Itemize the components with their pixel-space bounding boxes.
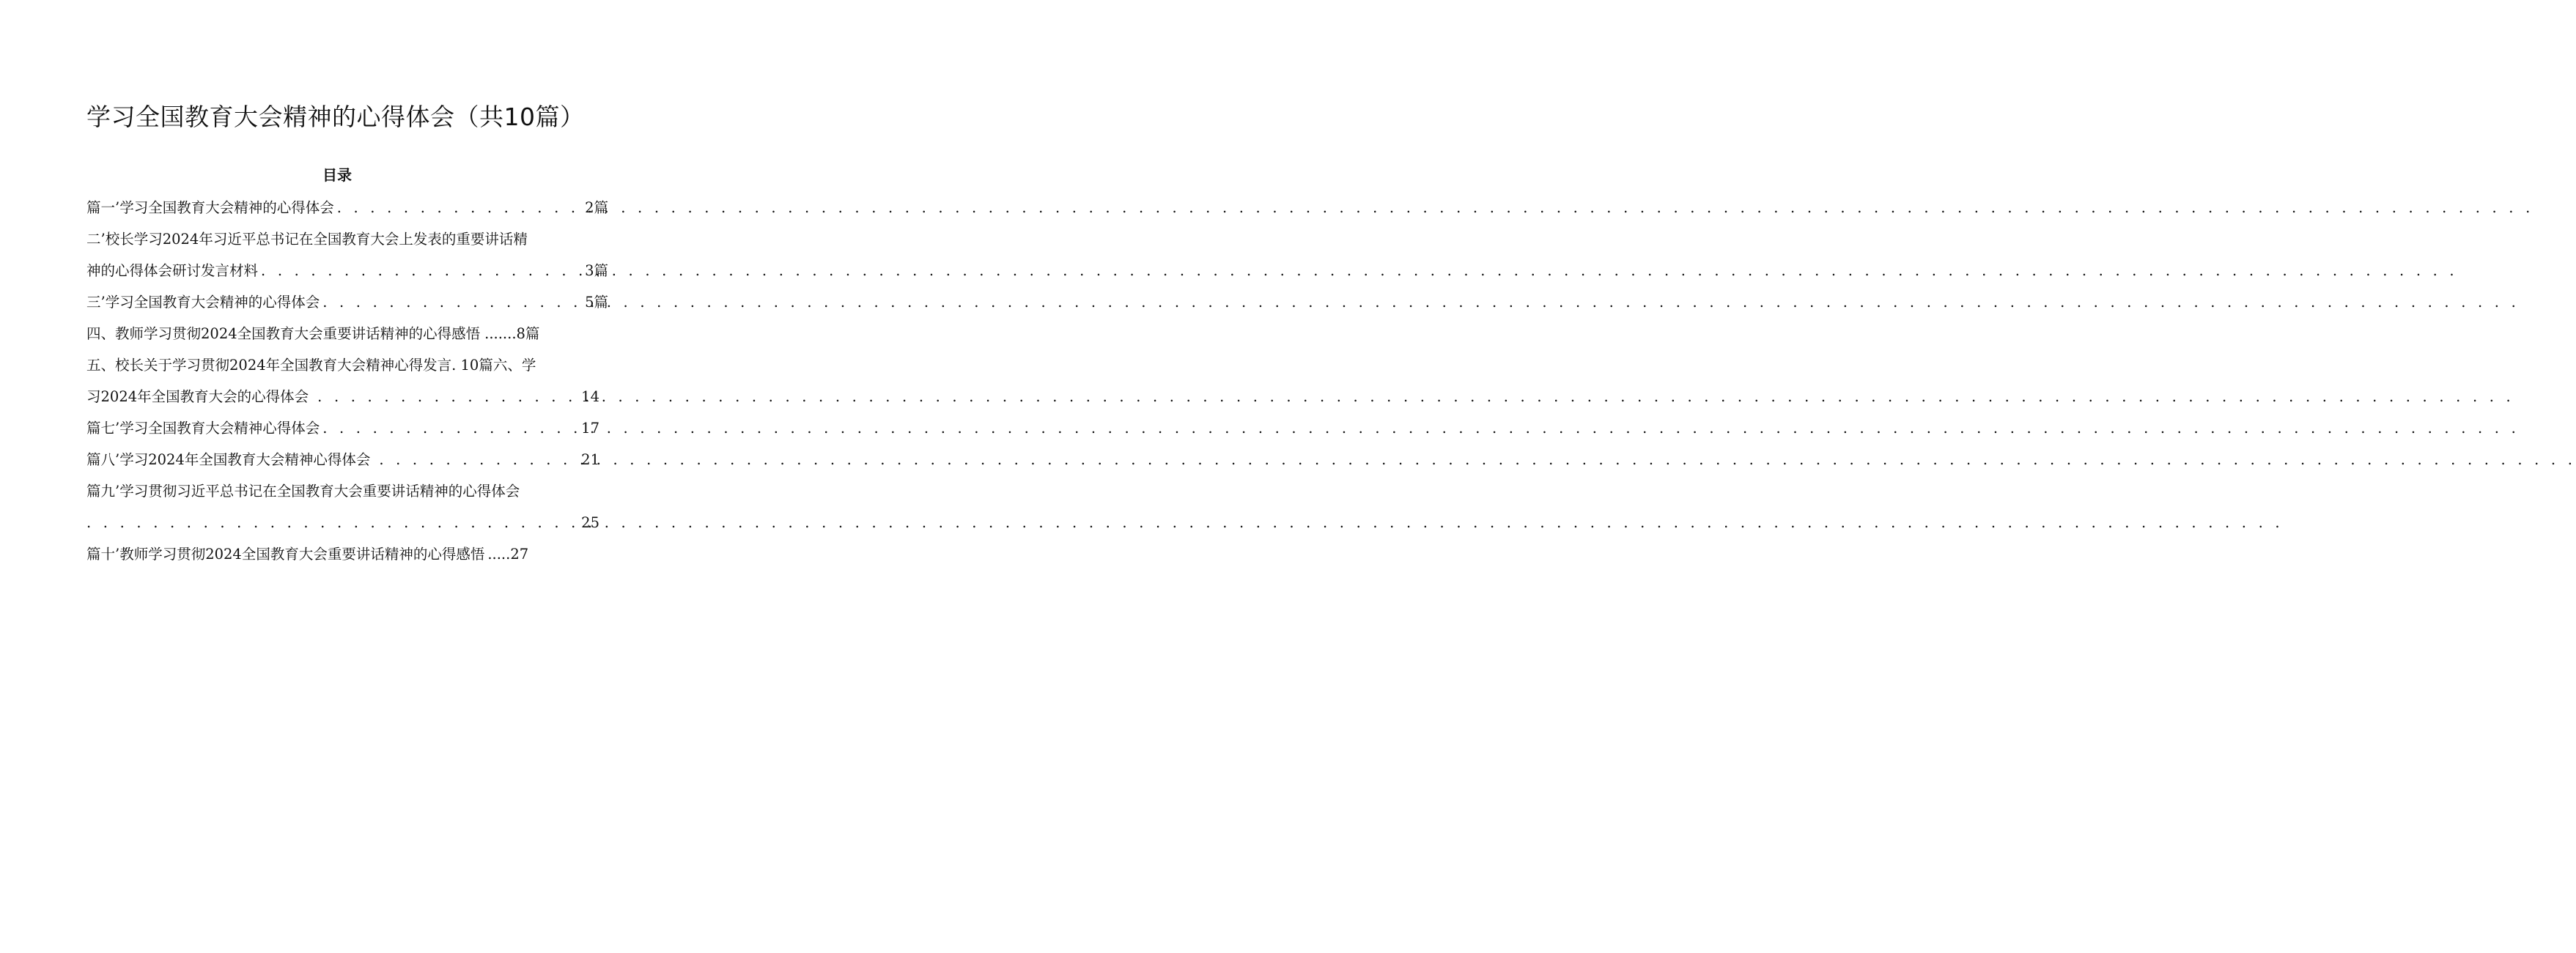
toc-page-number: 25 bbox=[581, 514, 599, 531]
toc-entry-title: 五、校长关于学习贯彻2024年全国教育大会精神心得发言. 10篇六、学 bbox=[86, 357, 536, 374]
toc-entry-title: 神的心得体会研讨发言材料 bbox=[86, 262, 259, 279]
toc-dot-leader bbox=[86, 508, 581, 538]
document-title: 学习全国教育大会精神的心得体会（共10篇） bbox=[86, 103, 585, 131]
toc-dot-leader bbox=[334, 193, 585, 223]
toc-entry-title: 三’学习全国教育大会精神的心得体会 bbox=[86, 294, 320, 311]
toc-entry-title: 四、教师学习贯彻2024全国教育大会重要讲话精神的心得感悟 bbox=[86, 325, 481, 342]
toc-entry-title: 习2024年全国教育大会的心得体会 bbox=[86, 388, 309, 405]
toc-entry-title: 篇八’学习2024年全国教育大会精神心得体会 bbox=[86, 451, 371, 468]
toc-page-number: 2篇 bbox=[585, 199, 608, 216]
toc-page-number: 21 bbox=[581, 451, 599, 468]
toc-entry-6[interactable] bbox=[86, 382, 608, 412]
toc-entry-title: 篇九’学习贯彻习近平总书记在全国教育大会重要讲话精神的心得体会 bbox=[86, 483, 520, 500]
toc-dot-leader bbox=[320, 414, 581, 443]
toc-entry-8[interactable] bbox=[86, 445, 608, 475]
toc-page-number: .....27 bbox=[487, 546, 529, 563]
toc-entry-4[interactable] bbox=[86, 319, 608, 349]
toc-page-number: 3篇 bbox=[585, 262, 608, 279]
toc-entry-9-line-1[interactable] bbox=[86, 477, 608, 506]
toc-dot-leader bbox=[309, 382, 581, 412]
toc-entry-title: 篇十’教师学习贯彻2024全国教育大会重要讲话精神的心得感悟 bbox=[86, 546, 485, 563]
toc-page-number: .......8篇 bbox=[484, 325, 540, 342]
toc-entry-10[interactable] bbox=[86, 540, 608, 569]
toc-entry-1[interactable] bbox=[86, 193, 608, 223]
toc-dot-leader bbox=[320, 288, 585, 317]
toc-entry-2-line-1[interactable] bbox=[86, 225, 608, 254]
toc-entry-title: 篇七’学习全国教育大会精神心得体会 bbox=[86, 420, 320, 437]
toc-entry-9-line-2[interactable] bbox=[86, 508, 608, 538]
toc-page-number: 17 bbox=[581, 420, 599, 437]
toc-dot-leader bbox=[258, 256, 585, 286]
toc-entry-7[interactable] bbox=[86, 414, 608, 443]
toc-page-number: 14 bbox=[581, 388, 599, 405]
toc-heading: 目录 bbox=[322, 166, 352, 184]
toc-dot-leader bbox=[370, 445, 581, 475]
toc-entry-title: 篇一’学习全国教育大会精神的心得体会 bbox=[86, 199, 334, 216]
toc-entry-title: 二’校长学习2024年习近平总书记在全国教育大会上发表的重要讲话精 bbox=[86, 231, 528, 248]
toc-entry-3[interactable] bbox=[86, 288, 608, 317]
toc-entry-2-line-2[interactable] bbox=[86, 256, 608, 286]
toc-entry-5[interactable] bbox=[86, 351, 608, 380]
toc-page-number: 5篇 bbox=[585, 294, 608, 311]
